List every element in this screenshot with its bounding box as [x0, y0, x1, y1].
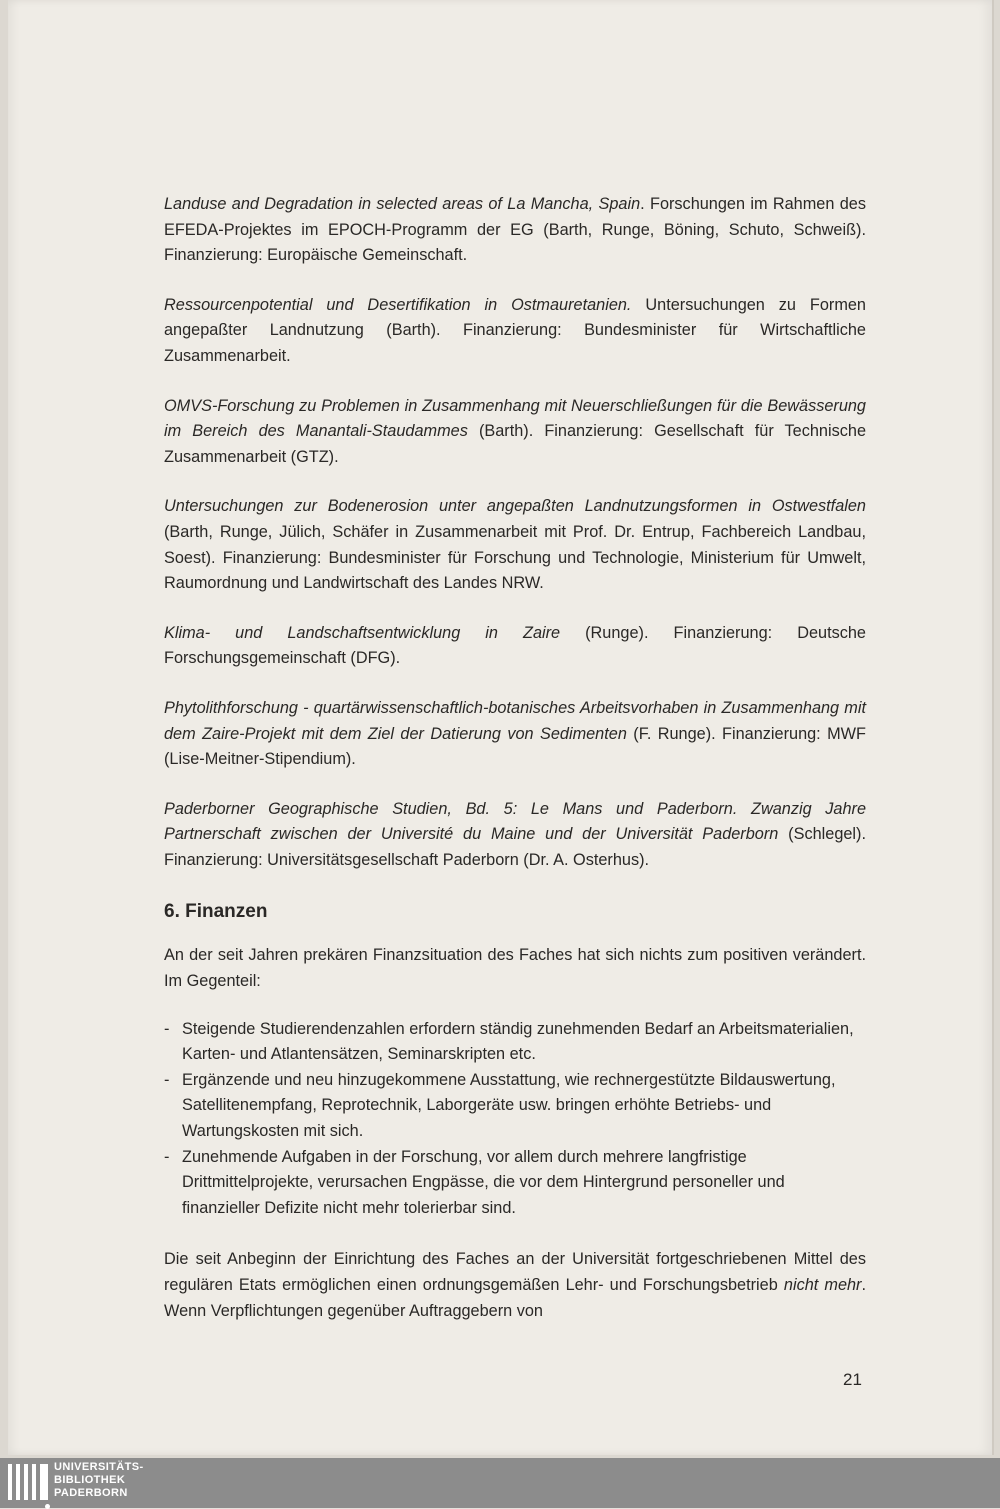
document-page: [8, 0, 994, 1455]
project-details: (Barth). Finanzierung: Gesellschaft für Technische Zusammenarbeit (GTZ).: [164, 422, 866, 466]
project-entry: [164, 494, 866, 596]
project-entry: [164, 621, 866, 672]
logo-line: PADERBORN: [54, 1487, 128, 1499]
section-heading: 6. Finanzen: [164, 901, 268, 923]
logo-line: UNIVERSITÄTS-: [54, 1461, 144, 1473]
closing-emphasis: nicht mehr: [783, 1276, 862, 1294]
bullet-marker: -: [164, 1070, 170, 1089]
library-logo-text: [54, 1461, 144, 1500]
list-item: [164, 1145, 866, 1222]
project-entry: [164, 293, 866, 370]
project-details: (Schlegel). Finanzierung: Universitätsgesellschaft Paderborn (Dr. A. Osterhus).: [164, 825, 866, 869]
project-entry: [164, 797, 866, 874]
list-item: [164, 1068, 866, 1145]
list-item-text: Ergänzende und neu hinzugekommene Ausstattung, wie rechnergestützte Bildauswertung, Satellitenempfang, Reprotechnik, Laborgeräte usw. bringen erhöhte Betriebs- und Wartungskosten mit sich.: [182, 1070, 836, 1141]
project-entry: [164, 192, 866, 269]
bullet-marker: -: [164, 1019, 170, 1038]
library-logo-icon: [8, 1464, 48, 1506]
section-intro: An der seit Jahren prekären Finanzsituation des Faches hat sich nichts zum positiven verändert. Im Gegenteil:: [164, 946, 866, 991]
list-item-text: Steigende Studierendenzahlen erfordern ständig zunehmenden Bedarf an Arbeitsmaterialien, Karten- und Atlantensätzen, Seminarskripten etc.: [182, 1019, 854, 1064]
closing-text: Die seit Anbeginn der Einrichtung des Faches an der Universität fortgeschriebenen Mittel des regulären Etats ermöglichen einen ordnungsgemäßen Lehr- und Forschungsbetrieb: [164, 1250, 866, 1294]
page-content: [164, 192, 866, 1346]
project-details: . Forschungen im Rahmen des EFEDA-Projektes im EPOCH-Programm der EG (Barth, Runge, Böning, Schuto, Schweiß). Finanzierung: Europäische Gemeinschaft.: [164, 195, 866, 265]
list-item: [164, 1017, 866, 1068]
project-entry: [164, 696, 866, 773]
project-title: Ressourcenpotential und Desertifikation in Ostmauretanien.: [164, 295, 632, 314]
library-footer: [0, 1458, 1000, 1508]
bullet-list: [164, 1017, 866, 1222]
project-title: Phytolithforschung - quartärwissenschaftlich-botanisches Arbeitsvorhaben in Zusammenhang mit dem Zaire-Projekt mit dem Ziel der Datierung von Sedimenten: [164, 698, 866, 743]
project-title: Klima- und Landschaftsentwicklung in Zaire: [164, 623, 561, 642]
closing-paragraph: [164, 1247, 866, 1324]
project-details: (Barth, Runge, Jülich, Schäfer in Zusammenarbeit mit Prof. Dr. Entrup, Fachbereich Landbau, Soest). Finanzierung: Bundesminister für Forschung und Technologie, Ministerium für Umwelt, Raumordnung und Landwirtschaft des Landes NRW.: [164, 522, 866, 593]
logo-line: BIBLIOTHEK: [54, 1474, 126, 1486]
list-item-text: Zunehmende Aufgaben in der Forschung, vor allem durch mehrere langfristige Drittmittelprojekte, verursachen Engpässe, die vor dem Hintergrund personeller und finanzieller Defizite nicht mehr tolerierbar sind.: [182, 1147, 785, 1217]
project-details: Untersuchungen zu Formen angepaßter Landnutzung (Barth). Finanzierung: Bundesminister für Wirtschaftliche Zusammenarbeit.: [164, 295, 866, 365]
project-title: Untersuchungen zur Bodenerosion unter angepaßten Landnutzungsformen in Ostwestfalen: [164, 497, 866, 516]
project-details: (Runge). Finanzierung: Deutsche Forschungsgemeinschaft (DFG).: [164, 623, 866, 668]
page-number: 21: [843, 1370, 862, 1389]
project-entry: [164, 394, 866, 471]
project-details: (F. Runge). Finanzierung: MWF (Lise-Meitner-Stipendium).: [164, 724, 866, 769]
closing-text-end: . Wenn Verpflichtungen gegenüber Auftraggebern von: [164, 1276, 867, 1320]
project-title: Paderborner Geographische Studien, Bd. 5: Le Mans und Paderborn. Zwanzig Jahre Partnerschaft zwischen der Université du Maine und der Universität Paderborn: [164, 799, 866, 844]
project-title: Landuse and Degradation in selected areas of La Mancha, Spain: [164, 195, 641, 213]
bullet-marker: -: [164, 1147, 170, 1166]
project-title: OMVS-Forschung zu Problemen in Zusammenhang mit Neuerschließungen für die Bewässerung im Bereich des Manantali-Staudammes: [164, 396, 866, 441]
